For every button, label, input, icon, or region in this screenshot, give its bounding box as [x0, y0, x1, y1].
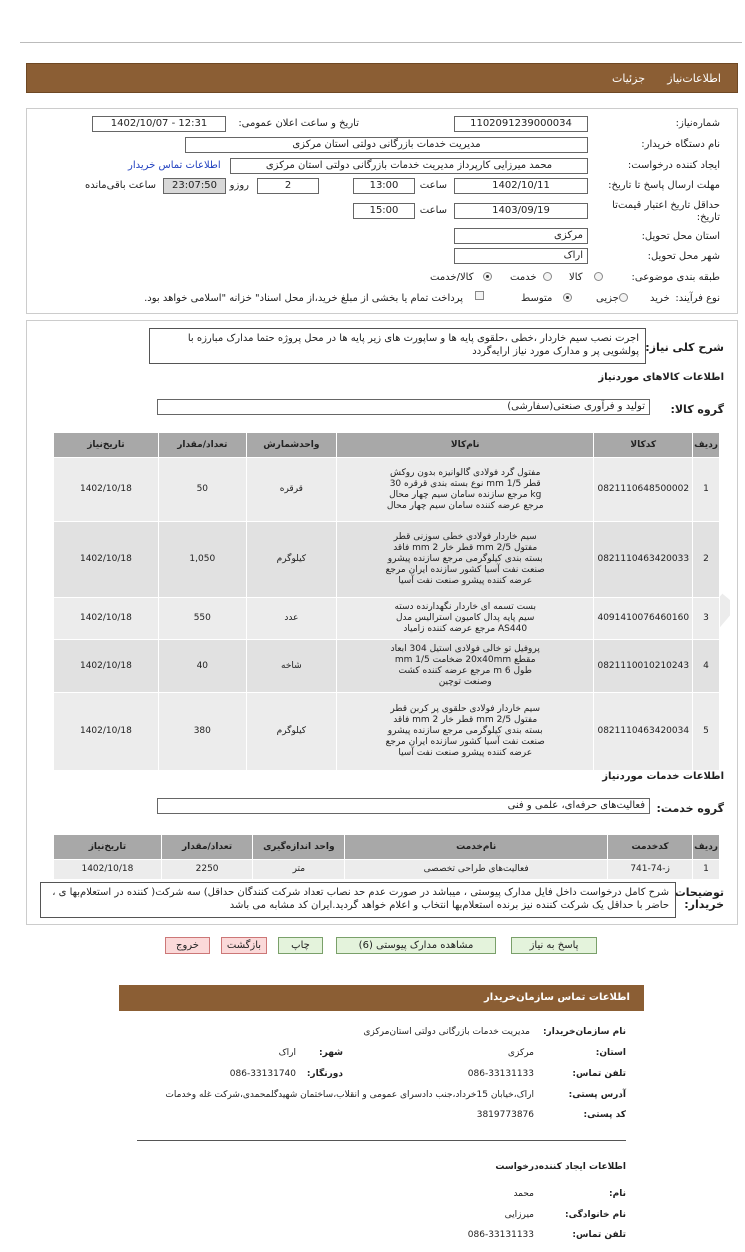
row-number: 3 [693, 598, 720, 640]
item-unit: کیلوگرم [246, 522, 336, 598]
services-group-label: گروه خدمت: [656, 802, 724, 815]
item-name: سیم خاردار فولادی حلقوی پر کربن قطر مفتول 2/5 mm قطر خار 2 mm فاقد بسته بندی کیلوگرمی مرجع سازنده پیشرو صنعت نفت آسیا کشور سازنده ایران مرجع عرضه کننده پیشرو صنعت نفت آسیا [336, 693, 594, 771]
contact-address-label: آدرس پستی: [568, 1090, 626, 1100]
attachments-button[interactable]: مشاهده مدارک پیوستی (6) [336, 937, 496, 954]
process-minor-label: جزیی [596, 293, 619, 304]
remaining-time-field: 23:07:50 [163, 178, 226, 194]
tab-need-info[interactable]: اطلاعات‌نیاز [667, 72, 721, 85]
item-code: 4091410076460160 [594, 598, 693, 640]
remaining-time-label: ساعت باقی‌مانده [84, 180, 156, 191]
buyer-org-field: مدیریت خدمات بازرگانی دولتی استان مرکزی [185, 137, 588, 153]
category-goods-radio[interactable] [594, 272, 603, 281]
services-group-field: فعالیت‌های حرفه‌ای، علمی و فنی [157, 798, 650, 814]
service-unit: متر [253, 860, 345, 880]
contact-title: اطلاعات تماس سازمان‌خریدار [483, 992, 630, 1003]
contact-postal-value: 3819773876 [476, 1110, 534, 1120]
item-date: 1402/10/18 [54, 598, 159, 640]
print-button[interactable]: چاپ [278, 937, 323, 954]
process-purchase-label: خرید [650, 293, 670, 304]
row-number: 4 [693, 640, 720, 693]
category-label: طبقه بندی موضوعی: [631, 272, 720, 283]
city-label: شهر محل تحویل: [647, 251, 720, 262]
item-code: 0821110648500002 [594, 458, 693, 522]
col-row: ردیف [693, 835, 720, 860]
tab-details[interactable]: جزئیات [612, 72, 645, 85]
process-medium-radio[interactable] [563, 293, 572, 302]
need-number-field: 1102091239000034 [454, 116, 588, 132]
table-row [54, 598, 720, 640]
col-unit: واحد اندازه‌گیری [253, 835, 345, 860]
contact-org-value: مدیریت خدمات بازرگانی دولتی استان‌مرکزی [363, 1027, 530, 1037]
category-goods-label: کالا [569, 272, 583, 283]
province-field: مرکزی [454, 228, 588, 244]
deadline-date-field: 1402/10/11 [454, 178, 588, 194]
page-header-bar [26, 63, 738, 93]
buyer-contact-link[interactable]: اطلاعات تماس خریدار [128, 160, 221, 171]
services-table [53, 834, 720, 880]
city-field: اراک [454, 248, 588, 264]
creator-name-label: نام: [609, 1189, 626, 1199]
goods-group-label: گروه کالا: [670, 403, 724, 416]
reply-button[interactable]: پاسخ به نیاز [511, 937, 597, 954]
creator-info-title: اطلاعات ایجاد کننده‌درخواست [495, 1162, 626, 1172]
validity-date-field: 1403/09/19 [454, 203, 588, 219]
item-unit: کیلوگرم [246, 693, 336, 771]
treasury-payment-checkbox[interactable] [475, 291, 484, 300]
contact-phone-value: 086-33131133 [467, 1069, 534, 1079]
item-name: مفتول گرد فولادی گالوانیزه بدون روکش قطر 1/5 mm نوع بسته بندی قرقره 30 kg مرجع سازنده سامان سیم چهار محال مرجع عرضه کننده سامان سیم چهار محال [336, 458, 594, 522]
deadline-time-field: 13:00 [353, 178, 415, 194]
category-service-label: خدمت [510, 272, 537, 283]
col-code: کدخدمت [608, 835, 693, 860]
creator-name-value: محمد [513, 1189, 534, 1199]
item-date: 1402/10/18 [54, 640, 159, 693]
item-qty: 40 [158, 640, 246, 693]
process-minor-radio[interactable] [619, 293, 628, 302]
contact-header-bar [119, 985, 644, 1011]
goods-group-field: تولید و فرآوری صنعتی(سفارشی) [157, 399, 650, 415]
item-qty: 550 [158, 598, 246, 640]
table-row [54, 693, 720, 771]
table-row [54, 860, 720, 880]
deadline-time-label: ساعت [419, 180, 447, 191]
item-code: 0821110463420034 [594, 693, 693, 771]
row-number: 1 [693, 860, 720, 880]
item-unit: شاخه [246, 640, 336, 693]
treasury-payment-note: پرداخت تمام یا بخشی از مبلغ خرید،از محل اسناد" خزانه "اسلامی خواهد بود. [144, 293, 463, 304]
days-label: روزو [229, 180, 249, 191]
category-goods-service-radio[interactable] [483, 272, 492, 281]
row-number: 5 [693, 693, 720, 771]
col-row: ردیف [693, 433, 720, 458]
creator-family-value: میرزایی [504, 1210, 534, 1220]
service-name: فعالیت‌های طراحی تخصصی [345, 860, 608, 880]
creator-label: ایجاد کننده درخواست: [627, 160, 720, 171]
col-name: نام‌خدمت [345, 835, 608, 860]
col-unit: واحدشمارش [246, 433, 336, 458]
item-name: سیم خاردار فولادی خطی سوزنی قطر مفتول 2/5 mm قطر خار 2 mm فاقد بسته بندی کیلوگرمی مرجع سازنده پیشرو صنعت نفت آسیا کشور سازنده ایران مرجع عرضه کننده پیشرو صنعت نفت آسیا [336, 522, 594, 598]
exit-button[interactable]: خروج [165, 937, 210, 954]
summary-box: اجرت نصب سیم خاردار ،خطی ،حلقوی پایه ها و ساپورت های زیر پایه ها در محل پروژه حتما مدارک مبارزه با پولشویی پر و مدارک مورد نیاز ارایه‌گردد [149, 328, 646, 364]
service-qty: 2250 [161, 860, 252, 880]
deadline-label: مهلت ارسال پاسخ تا تاریخ: [608, 180, 720, 191]
item-name: پروفیل تو خالی فولادی استیل 304 ابعاد مقطع 20x40mm ضخامت 1/5 mm طول 6 m مرجع عرضه کننده کشت وصنعت توچین [336, 640, 594, 693]
announce-label: تاریخ و ساعت اعلان عمومی: [238, 118, 359, 129]
creator-family-label: نام خانوادگی: [564, 1210, 626, 1220]
summary-label: شرح کلی نیاز: [645, 341, 724, 354]
category-service-radio[interactable] [543, 272, 552, 281]
services-table-wrap [53, 834, 720, 880]
creator-phone-value: 086-33131133 [467, 1230, 534, 1240]
validity-time-label: ساعت [419, 205, 447, 216]
process-label: نوع فرآیند: [675, 293, 720, 304]
creator-phone-label: تلفن تماس: [572, 1230, 626, 1240]
col-code: کدکالا [594, 433, 693, 458]
col-qty: تعداد/مقدار [161, 835, 252, 860]
goods-section-title: اطلاعات کالاهای موردنیاز [598, 372, 724, 383]
item-date: 1402/10/18 [54, 522, 159, 598]
col-name: نام‌کالا [336, 433, 594, 458]
creator-field: محمد میرزایی کارپرداز مدیریت خدمات بازرگانی دولتی استان مرکزی [230, 158, 588, 174]
need-number-label: شماره‌نیاز: [675, 118, 720, 129]
process-medium-label: متوسط [521, 293, 553, 304]
item-name: بست تسمه ای خاردار نگهدارنده دسته سیم پایه پدال کامیون استرالیس مدل AS440 مرجع عرضه کننده زامیاد [336, 598, 594, 640]
contact-postal-label: کد پستی: [583, 1110, 626, 1120]
row-number: 2 [693, 522, 720, 598]
contact-fax-label: دورنگار: [306, 1069, 343, 1079]
days-field: 2 [257, 178, 319, 194]
item-code: 0821110010210243 [594, 640, 693, 693]
contact-org-label: نام سازمان‌خریدار: [542, 1027, 626, 1037]
service-date: 1402/10/18 [54, 860, 162, 880]
contact-divider [137, 1140, 626, 1141]
service-code: ز-74-741 [608, 860, 693, 880]
col-date: تاریخ‌نیاز [54, 433, 159, 458]
back-button[interactable]: بازگشت [221, 937, 267, 954]
col-qty: تعداد/مقدار [158, 433, 246, 458]
contact-province-value: مرکزی [507, 1048, 534, 1058]
table-row [54, 640, 720, 693]
province-label: استان محل تحویل: [641, 231, 720, 242]
table-row [54, 522, 720, 598]
contact-phone-label: تلفن تماس: [572, 1069, 626, 1079]
table-row [54, 458, 720, 522]
contact-city-label: شهر: [319, 1048, 343, 1058]
validity-time-field: 15:00 [353, 203, 415, 219]
contact-address-value: اراک،خیابان 15خرداد،جنب دادسرای عمومی و انقلاب،ساختمان شهید‌گلمحمدی،شرکت غله وخدمات [165, 1090, 534, 1100]
buyer-notes-label: توضیحات خریدار: [674, 886, 724, 911]
goods-table-wrap [53, 432, 720, 771]
item-unit: عدد [246, 598, 336, 640]
top-divider [20, 42, 742, 43]
contact-province-label: استان: [595, 1048, 626, 1058]
item-qty: 1,050 [158, 522, 246, 598]
item-date: 1402/10/18 [54, 693, 159, 771]
item-unit: قرقره [246, 458, 336, 522]
item-code: 0821110463420033 [594, 522, 693, 598]
buyer-org-label: نام دستگاه خریدار: [641, 139, 720, 150]
services-section-title: اطلاعات خدمات موردنیاز [602, 771, 724, 782]
buyer-notes-box: شرح کامل درخواست داخل فایل مدارک پیوستی ، میباشد در صورت عدم حد نصاب تعداد شرکت کنندگان حداقل) سه شرکت( کننده در استعلام‌بها ی ، حاضر با حداقل یک شرکت کننده نیز برنده استعلام‌بها انتخاب و اعلام خواهد گردید.ایران کد مشابه می باشد [40, 882, 676, 918]
announce-datetime-field: 1402/10/07 - 12:31 [92, 116, 226, 132]
goods-table [53, 432, 720, 771]
item-qty: 50 [158, 458, 246, 522]
contact-fax-value: 086-33131740 [229, 1069, 296, 1079]
row-number: 1 [693, 458, 720, 522]
item-date: 1402/10/18 [54, 458, 159, 522]
col-date: تاریخ‌نیاز [54, 835, 162, 860]
category-goods-service-label: کالا/خدمت [430, 272, 474, 283]
validity-label: حداقل تاریخ اعتبار قیمت‌تا تاریخ: [612, 200, 720, 223]
item-qty: 380 [158, 693, 246, 771]
contact-city-value: اراک [278, 1048, 296, 1058]
